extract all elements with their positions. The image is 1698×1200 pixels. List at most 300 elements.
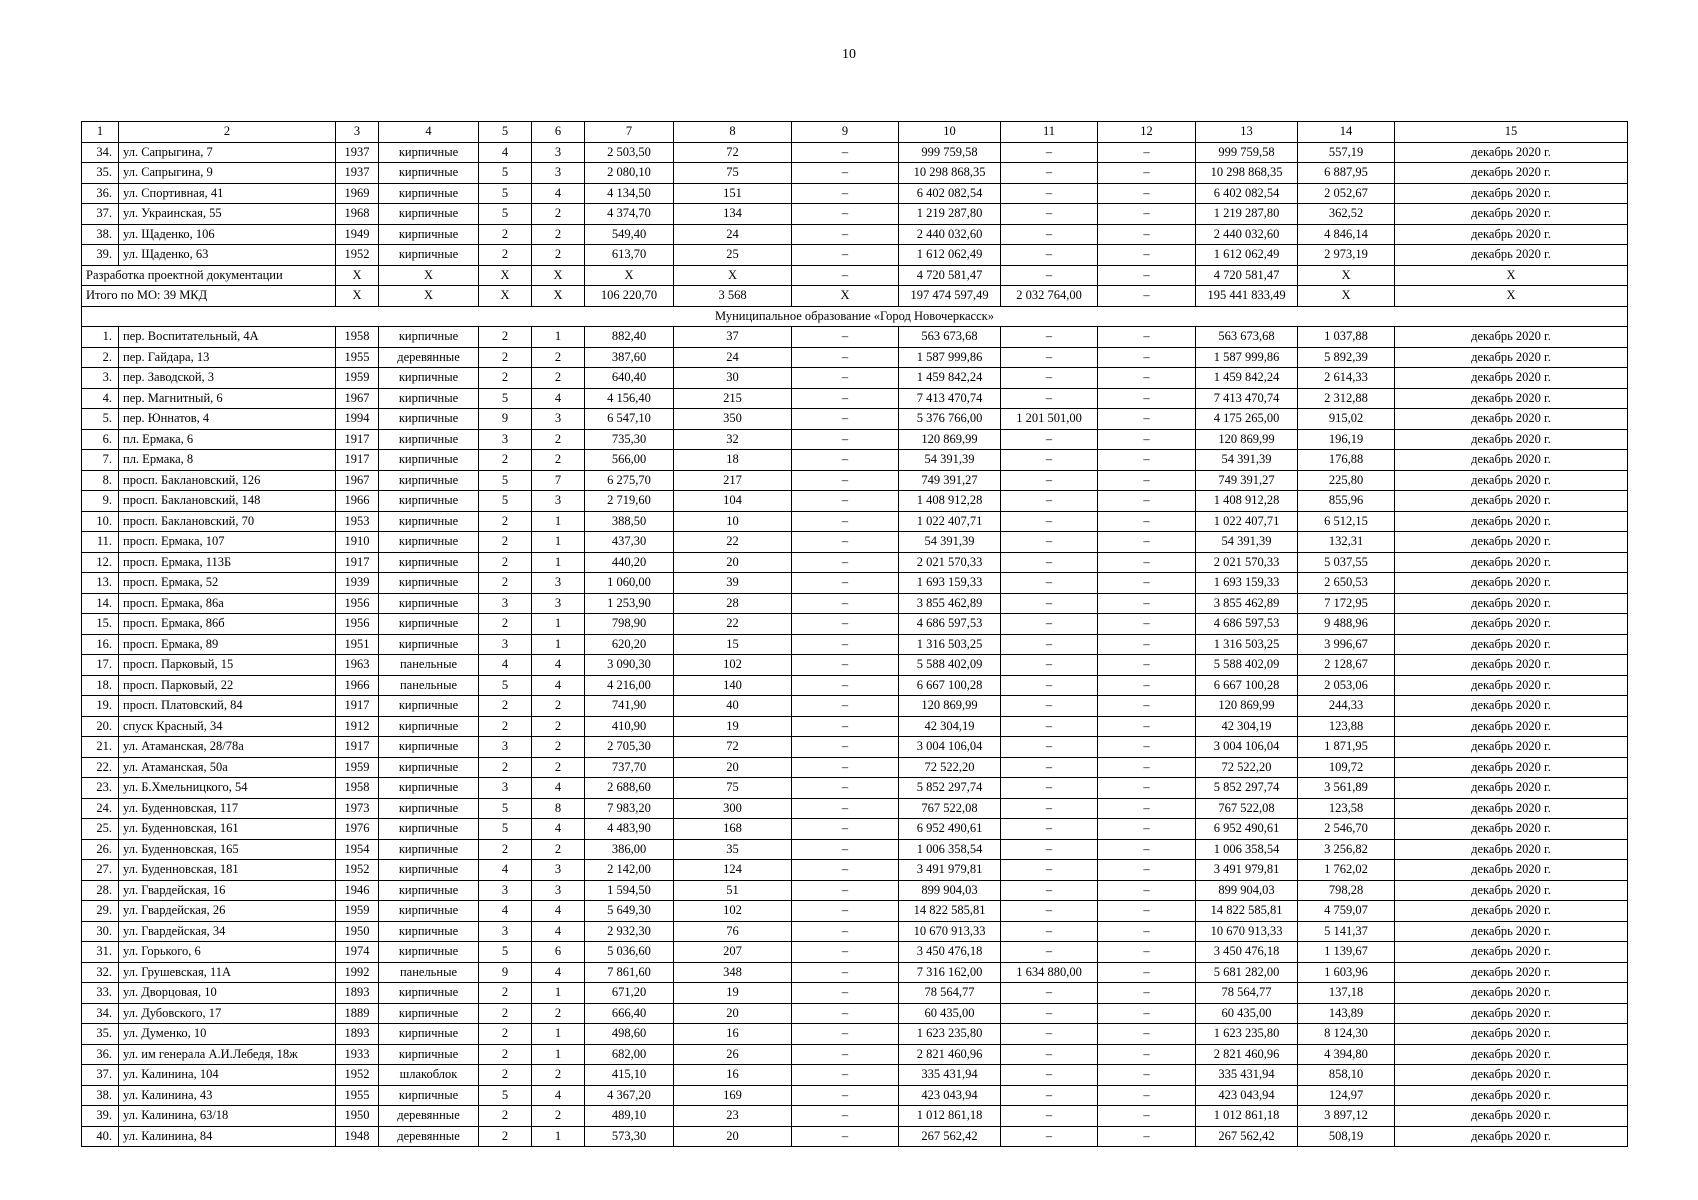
- col11-value: –: [1001, 1085, 1098, 1106]
- table-row: [82, 491, 1628, 512]
- floors: 4: [479, 901, 532, 922]
- completion-date: декабрь 2020 г.: [1395, 839, 1628, 860]
- address: ул. Дубовского, 17: [119, 1003, 336, 1024]
- wall-material: кирпичные: [379, 429, 479, 450]
- col9-value: –: [792, 573, 899, 594]
- entrances: 2: [532, 1003, 585, 1024]
- year-built: 1992: [336, 962, 379, 983]
- fund-cost: 999 759,58: [1196, 142, 1298, 163]
- floors: 2: [479, 224, 532, 245]
- area: 388,50: [585, 511, 674, 532]
- area: 2 688,60: [585, 778, 674, 799]
- floors: 3: [479, 737, 532, 758]
- floors: 5: [479, 183, 532, 204]
- col11-value: –: [1001, 880, 1098, 901]
- wall-material: кирпичные: [379, 552, 479, 573]
- fund-cost: 60 435,00: [1196, 1003, 1298, 1024]
- wall-material: кирпичные: [379, 1044, 479, 1065]
- table-row: [82, 450, 1628, 471]
- year-built: 1968: [336, 204, 379, 225]
- wall-material: панельные: [379, 962, 479, 983]
- col12-value: –: [1098, 1085, 1196, 1106]
- entrances: 1: [532, 532, 585, 553]
- fund-cost: 1 022 407,71: [1196, 511, 1298, 532]
- col11-value: –: [1001, 942, 1098, 963]
- column-number: 15: [1395, 122, 1628, 143]
- col9-value: –: [792, 593, 899, 614]
- floors: 9: [479, 962, 532, 983]
- floors: 2: [479, 1003, 532, 1024]
- fund-cost: 14 822 585,81: [1196, 901, 1298, 922]
- residents: 39: [674, 573, 792, 594]
- col9-value: –: [792, 224, 899, 245]
- entrances: 1: [532, 552, 585, 573]
- total-cost: 749 391,27: [899, 470, 1001, 491]
- col11-value: –: [1001, 1044, 1098, 1065]
- summary-label: Итого по МО: 39 МКД: [82, 286, 336, 307]
- entrances: 2: [532, 757, 585, 778]
- fund-cost: 267 562,42: [1196, 1126, 1298, 1147]
- table-row: [82, 819, 1628, 840]
- total-cost: 1 693 159,33: [899, 573, 1001, 594]
- table-row: [82, 1024, 1628, 1045]
- wall-material: кирпичные: [379, 183, 479, 204]
- residents: 75: [674, 778, 792, 799]
- area: 735,30: [585, 429, 674, 450]
- table-row: [82, 614, 1628, 635]
- col11-value: –: [1001, 1106, 1098, 1127]
- col12-value: –: [1098, 532, 1196, 553]
- col9-value: –: [792, 819, 899, 840]
- entrances: 1: [532, 1024, 585, 1045]
- year-built: 1952: [336, 245, 379, 266]
- section-title: Муниципальное образование «Город Новочеркасск»: [82, 306, 1628, 327]
- entrances: 2: [532, 450, 585, 471]
- unit-cost: 4 394,80: [1298, 1044, 1395, 1065]
- total-cost: 4 686 597,53: [899, 614, 1001, 635]
- row-number: 4.: [82, 388, 119, 409]
- entrances: 4: [532, 388, 585, 409]
- unit-cost: 1 871,95: [1298, 737, 1395, 758]
- col12-value: –: [1098, 757, 1196, 778]
- col12-value: –: [1098, 470, 1196, 491]
- summary-cell: –: [1098, 265, 1196, 286]
- wall-material: кирпичные: [379, 511, 479, 532]
- area: 1 594,50: [585, 880, 674, 901]
- year-built: 1950: [336, 921, 379, 942]
- col11-value: –: [1001, 839, 1098, 860]
- summary-cell: 2 032 764,00: [1001, 286, 1098, 307]
- area: 4 134,50: [585, 183, 674, 204]
- wall-material: кирпичные: [379, 470, 479, 491]
- unit-cost: 855,96: [1298, 491, 1395, 512]
- unit-cost: 858,10: [1298, 1065, 1395, 1086]
- year-built: 1994: [336, 409, 379, 430]
- table-row: [82, 470, 1628, 491]
- summary-cell: 4 720 581,47: [1196, 265, 1298, 286]
- row-number: 28.: [82, 880, 119, 901]
- unit-cost: 143,89: [1298, 1003, 1395, 1024]
- fund-cost: 120 869,99: [1196, 429, 1298, 450]
- total-cost: 1 006 358,54: [899, 839, 1001, 860]
- summary-cell: 195 441 833,49: [1196, 286, 1298, 307]
- entrances: 1: [532, 634, 585, 655]
- summary-cell: X: [1298, 265, 1395, 286]
- summary-cell: X: [674, 265, 792, 286]
- fund-cost: 10 298 868,35: [1196, 163, 1298, 184]
- summary-row: [82, 286, 1628, 307]
- entrances: 2: [532, 737, 585, 758]
- table-row: [82, 1044, 1628, 1065]
- wall-material: кирпичные: [379, 737, 479, 758]
- col12-value: –: [1098, 655, 1196, 676]
- row-number: 2.: [82, 347, 119, 368]
- unit-cost: 2 650,53: [1298, 573, 1395, 594]
- completion-date: декабрь 2020 г.: [1395, 491, 1628, 512]
- summary-cell: 106 220,70: [585, 286, 674, 307]
- total-cost: 3 855 462,89: [899, 593, 1001, 614]
- column-number: 11: [1001, 122, 1098, 143]
- col12-value: –: [1098, 450, 1196, 471]
- wall-material: кирпичные: [379, 757, 479, 778]
- table-row: [82, 552, 1628, 573]
- address: ул. Гвардейская, 34: [119, 921, 336, 942]
- table-row: [82, 655, 1628, 676]
- col12-value: –: [1098, 1003, 1196, 1024]
- table-row: [82, 839, 1628, 860]
- col11-value: –: [1001, 1003, 1098, 1024]
- column-number: 7: [585, 122, 674, 143]
- floors: 5: [479, 204, 532, 225]
- col11-value: –: [1001, 532, 1098, 553]
- completion-date: декабрь 2020 г.: [1395, 142, 1628, 163]
- unit-cost: 123,58: [1298, 798, 1395, 819]
- residents: 350: [674, 409, 792, 430]
- address: ул. Сапрыгина, 7: [119, 142, 336, 163]
- summary-cell: 197 474 597,49: [899, 286, 1001, 307]
- col9-value: –: [792, 1126, 899, 1147]
- total-cost: 5 588 402,09: [899, 655, 1001, 676]
- unit-cost: 132,31: [1298, 532, 1395, 553]
- col12-value: –: [1098, 880, 1196, 901]
- unit-cost: 508,19: [1298, 1126, 1395, 1147]
- unit-cost: 1 762,02: [1298, 860, 1395, 881]
- col12-value: –: [1098, 1126, 1196, 1147]
- address: пл. Ермака, 8: [119, 450, 336, 471]
- row-number: 16.: [82, 634, 119, 655]
- row-number: 35.: [82, 163, 119, 184]
- summary-cell: X: [792, 286, 899, 307]
- completion-date: декабрь 2020 г.: [1395, 1003, 1628, 1024]
- col11-value: –: [1001, 901, 1098, 922]
- wall-material: кирпичные: [379, 921, 479, 942]
- address: просп. Ермака, 113Б: [119, 552, 336, 573]
- entrances: 3: [532, 573, 585, 594]
- total-cost: 335 431,94: [899, 1065, 1001, 1086]
- floors: 2: [479, 1024, 532, 1045]
- residents: 20: [674, 1126, 792, 1147]
- table-row: [82, 204, 1628, 225]
- residents: 102: [674, 901, 792, 922]
- column-number: 4: [379, 122, 479, 143]
- col9-value: –: [792, 696, 899, 717]
- completion-date: декабрь 2020 г.: [1395, 1024, 1628, 1045]
- fund-cost: 1 623 235,80: [1196, 1024, 1298, 1045]
- col12-value: –: [1098, 737, 1196, 758]
- col11-value: –: [1001, 491, 1098, 512]
- table-row: [82, 921, 1628, 942]
- total-cost: 3 491 979,81: [899, 860, 1001, 881]
- col11-value: –: [1001, 778, 1098, 799]
- completion-date: декабрь 2020 г.: [1395, 737, 1628, 758]
- col12-value: –: [1098, 142, 1196, 163]
- area: 1 060,00: [585, 573, 674, 594]
- total-cost: 7 413 470,74: [899, 388, 1001, 409]
- total-cost: 1 587 999,86: [899, 347, 1001, 368]
- year-built: 1910: [336, 532, 379, 553]
- completion-date: декабрь 2020 г.: [1395, 429, 1628, 450]
- entrances: 3: [532, 593, 585, 614]
- col12-value: –: [1098, 921, 1196, 942]
- row-number: 14.: [82, 593, 119, 614]
- completion-date: декабрь 2020 г.: [1395, 716, 1628, 737]
- floors: 2: [479, 347, 532, 368]
- entrances: 1: [532, 614, 585, 635]
- year-built: 1950: [336, 1106, 379, 1127]
- row-number: 3.: [82, 368, 119, 389]
- col9-value: –: [792, 245, 899, 266]
- wall-material: кирпичные: [379, 245, 479, 266]
- address: просп. Ермака, 86а: [119, 593, 336, 614]
- col12-value: –: [1098, 819, 1196, 840]
- area: 415,10: [585, 1065, 674, 1086]
- completion-date: декабрь 2020 г.: [1395, 1065, 1628, 1086]
- col12-value: –: [1098, 573, 1196, 594]
- summary-cell: –: [1001, 265, 1098, 286]
- residents: 24: [674, 347, 792, 368]
- entrances: 1: [532, 327, 585, 348]
- total-cost: 1 012 861,18: [899, 1106, 1001, 1127]
- col11-value: –: [1001, 224, 1098, 245]
- col11-value: –: [1001, 388, 1098, 409]
- fund-cost: 42 304,19: [1196, 716, 1298, 737]
- table-row: [82, 757, 1628, 778]
- col12-value: –: [1098, 1024, 1196, 1045]
- year-built: 1946: [336, 880, 379, 901]
- completion-date: декабрь 2020 г.: [1395, 860, 1628, 881]
- col11-value: –: [1001, 552, 1098, 573]
- year-built: 1939: [336, 573, 379, 594]
- completion-date: декабрь 2020 г.: [1395, 1126, 1628, 1147]
- col9-value: –: [792, 142, 899, 163]
- address: ул. Щаденко, 63: [119, 245, 336, 266]
- wall-material: кирпичные: [379, 163, 479, 184]
- total-cost: 1 219 287,80: [899, 204, 1001, 225]
- unit-cost: 2 312,88: [1298, 388, 1395, 409]
- fund-cost: 1 316 503,25: [1196, 634, 1298, 655]
- floors: 2: [479, 716, 532, 737]
- year-built: 1955: [336, 1085, 379, 1106]
- col12-value: –: [1098, 388, 1196, 409]
- residents: 76: [674, 921, 792, 942]
- residents: 37: [674, 327, 792, 348]
- row-number: 24.: [82, 798, 119, 819]
- col11-value: –: [1001, 1024, 1098, 1045]
- col12-value: –: [1098, 511, 1196, 532]
- unit-cost: 2 546,70: [1298, 819, 1395, 840]
- table-row: [82, 737, 1628, 758]
- col11-value: –: [1001, 757, 1098, 778]
- floors: 2: [479, 696, 532, 717]
- unit-cost: 123,88: [1298, 716, 1395, 737]
- row-number: 34.: [82, 1003, 119, 1024]
- unit-cost: 3 996,67: [1298, 634, 1395, 655]
- floors: 4: [479, 860, 532, 881]
- year-built: 1969: [336, 183, 379, 204]
- unit-cost: 915,02: [1298, 409, 1395, 430]
- entrances: 3: [532, 409, 585, 430]
- floors: 2: [479, 450, 532, 471]
- summary-cell: –: [792, 265, 899, 286]
- row-number: 37.: [82, 204, 119, 225]
- area: 437,30: [585, 532, 674, 553]
- residents: 25: [674, 245, 792, 266]
- summary-cell: X: [1298, 286, 1395, 307]
- completion-date: декабрь 2020 г.: [1395, 409, 1628, 430]
- col11-value: –: [1001, 245, 1098, 266]
- residents: 32: [674, 429, 792, 450]
- wall-material: кирпичные: [379, 778, 479, 799]
- column-number: 12: [1098, 122, 1196, 143]
- col12-value: –: [1098, 347, 1196, 368]
- address: ул. им генерала А.И.Лебедя, 18ж: [119, 1044, 336, 1065]
- address: ул. Сапрыгина, 9: [119, 163, 336, 184]
- entrances: 2: [532, 347, 585, 368]
- col12-value: –: [1098, 634, 1196, 655]
- col11-value: –: [1001, 860, 1098, 881]
- table-row: [82, 1003, 1628, 1024]
- completion-date: декабрь 2020 г.: [1395, 388, 1628, 409]
- col11-value: –: [1001, 798, 1098, 819]
- floors: 2: [479, 1044, 532, 1065]
- residents: 72: [674, 737, 792, 758]
- entrances: 3: [532, 860, 585, 881]
- entrances: 2: [532, 839, 585, 860]
- wall-material: кирпичные: [379, 696, 479, 717]
- col11-value: –: [1001, 368, 1098, 389]
- residents: 72: [674, 142, 792, 163]
- residents: 35: [674, 839, 792, 860]
- year-built: 1976: [336, 819, 379, 840]
- total-cost: 120 869,99: [899, 429, 1001, 450]
- unit-cost: 4 846,14: [1298, 224, 1395, 245]
- col11-value: –: [1001, 634, 1098, 655]
- total-cost: 6 402 082,54: [899, 183, 1001, 204]
- unit-cost: 137,18: [1298, 983, 1395, 1004]
- col9-value: –: [792, 675, 899, 696]
- year-built: 1933: [336, 1044, 379, 1065]
- table-row: [82, 163, 1628, 184]
- col9-value: –: [792, 368, 899, 389]
- col11-value: –: [1001, 1065, 1098, 1086]
- total-cost: 1 408 912,28: [899, 491, 1001, 512]
- area: 3 090,30: [585, 655, 674, 676]
- col12-value: –: [1098, 696, 1196, 717]
- entrances: 2: [532, 368, 585, 389]
- year-built: 1974: [336, 942, 379, 963]
- col12-value: –: [1098, 860, 1196, 881]
- wall-material: кирпичные: [379, 1085, 479, 1106]
- row-number: 37.: [82, 1065, 119, 1086]
- fund-cost: 423 043,94: [1196, 1085, 1298, 1106]
- entrances: 4: [532, 778, 585, 799]
- wall-material: кирпичные: [379, 880, 479, 901]
- total-cost: 899 904,03: [899, 880, 1001, 901]
- residents: 20: [674, 552, 792, 573]
- total-cost: 1 459 842,24: [899, 368, 1001, 389]
- col9-value: –: [792, 1044, 899, 1065]
- total-cost: 563 673,68: [899, 327, 1001, 348]
- row-number: 31.: [82, 942, 119, 963]
- wall-material: кирпичные: [379, 634, 479, 655]
- total-cost: 7 316 162,00: [899, 962, 1001, 983]
- residents: 124: [674, 860, 792, 881]
- address: ул. Атаманская, 50а: [119, 757, 336, 778]
- entrances: 3: [532, 880, 585, 901]
- row-number: 29.: [82, 901, 119, 922]
- wall-material: кирпичные: [379, 204, 479, 225]
- col11-value: –: [1001, 347, 1098, 368]
- wall-material: панельные: [379, 655, 479, 676]
- unit-cost: 176,88: [1298, 450, 1395, 471]
- floors: 3: [479, 634, 532, 655]
- fund-cost: 10 670 913,33: [1196, 921, 1298, 942]
- floors: 5: [479, 819, 532, 840]
- table-row: [82, 429, 1628, 450]
- completion-date: декабрь 2020 г.: [1395, 942, 1628, 963]
- entrances: 2: [532, 429, 585, 450]
- wall-material: деревянные: [379, 1126, 479, 1147]
- fund-cost: 3 491 979,81: [1196, 860, 1298, 881]
- address: ул. Буденновская, 165: [119, 839, 336, 860]
- summary-label: Разработка проектной документации: [82, 265, 336, 286]
- page-number: 10: [842, 47, 856, 62]
- col9-value: –: [792, 798, 899, 819]
- column-number: 8: [674, 122, 792, 143]
- fund-cost: 3 450 476,18: [1196, 942, 1298, 963]
- unit-cost: 362,52: [1298, 204, 1395, 225]
- row-number: 30.: [82, 921, 119, 942]
- table-row: [82, 860, 1628, 881]
- completion-date: декабрь 2020 г.: [1395, 224, 1628, 245]
- area: 4 374,70: [585, 204, 674, 225]
- completion-date: декабрь 2020 г.: [1395, 962, 1628, 983]
- year-built: 1966: [336, 491, 379, 512]
- residents: 348: [674, 962, 792, 983]
- entrances: 2: [532, 1106, 585, 1127]
- fund-cost: 3 855 462,89: [1196, 593, 1298, 614]
- col9-value: –: [792, 347, 899, 368]
- table-row: [82, 1065, 1628, 1086]
- residents: 10: [674, 511, 792, 532]
- year-built: 1917: [336, 429, 379, 450]
- completion-date: декабрь 2020 г.: [1395, 347, 1628, 368]
- area: 498,60: [585, 1024, 674, 1045]
- total-cost: 5 852 297,74: [899, 778, 1001, 799]
- area: 6 275,70: [585, 470, 674, 491]
- residents: 16: [674, 1024, 792, 1045]
- fund-cost: 6 667 100,28: [1196, 675, 1298, 696]
